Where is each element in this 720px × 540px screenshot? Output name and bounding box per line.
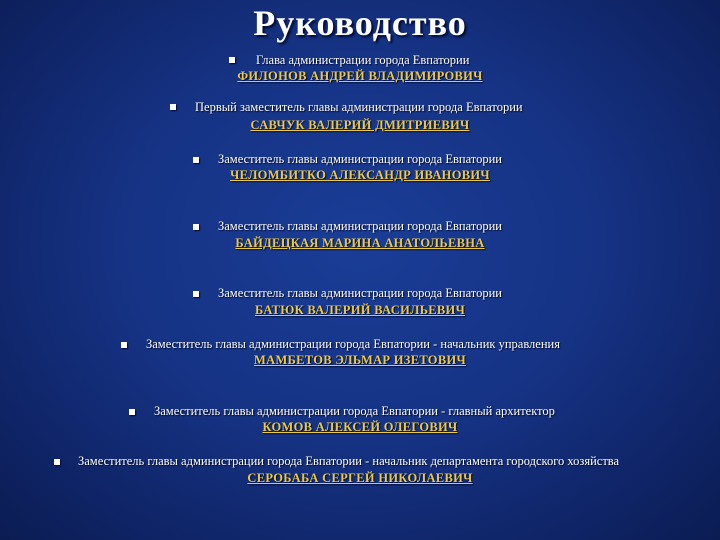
bullet-icon [193, 291, 199, 297]
role-text: Заместитель главы администрации города Евпатории - начальник департамента городского хозяйства [78, 454, 620, 468]
role-text: Заместитель главы администрации города Евпатории [218, 286, 502, 300]
bullet-icon [170, 104, 176, 110]
role-text: Заместитель главы администрации города Евпатории - главный архитектор [154, 404, 555, 418]
leader-name-link[interactable]: САВЧУК ВАЛЕРИЙ ДМИТРИЕВИЧ [250, 118, 470, 132]
bullet-icon [54, 459, 60, 465]
role-text: Первый заместитель главы администрации города Евпатории [195, 100, 523, 114]
page-title: Руководство [253, 3, 467, 43]
role-text: Глава администрации города Евпатории [256, 53, 470, 67]
role-text: Заместитель главы администрации города Евпатории [218, 219, 502, 233]
bullet-icon [121, 342, 127, 348]
leader-name-link[interactable]: СЕРОБАБА СЕРГЕЙ НИКОЛАЕВИЧ [247, 471, 473, 485]
bullet-icon [229, 57, 235, 63]
leader-name-link[interactable]: КОМОВ АЛЕКСЕЙ ОЛЕГОВИЧ [262, 420, 458, 434]
role-text: Заместитель главы администрации города Евпатории - начальник управления [146, 337, 560, 351]
bullet-icon [193, 157, 199, 163]
leader-name-link[interactable]: БАТЮК ВАЛЕРИЙ ВАСИЛЬЕВИЧ [254, 303, 466, 317]
leader-name-link[interactable]: БАЙДЕЦКАЯ МАРИНА АНАТОЛЬЕВНА [235, 236, 485, 250]
leader-name-link[interactable]: ЧЕЛОМБИТКО АЛЕКСАНДР ИВАНОВИЧ [230, 168, 490, 182]
bullet-icon [129, 409, 135, 415]
leader-name-link[interactable]: ФИЛОНОВ АНДРЕЙ ВЛАДИМИРОВИЧ [237, 69, 483, 83]
leader-name-link[interactable]: МАМБЕТОВ ЭЛЬМАР ИЗЕТОВИЧ [254, 353, 466, 367]
role-text: Заместитель главы администрации города Евпатории [218, 152, 502, 166]
bullet-icon [193, 224, 199, 230]
